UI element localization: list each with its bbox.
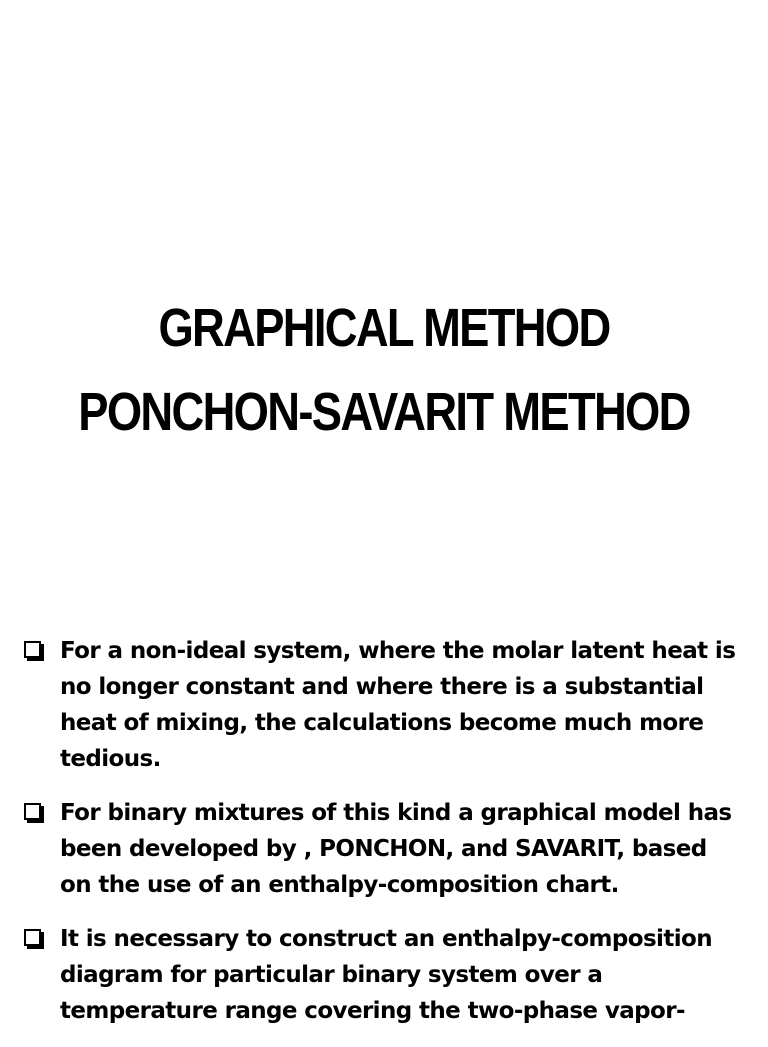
bullet-item bbox=[22, 921, 742, 1029]
bullet-list bbox=[22, 633, 742, 1047]
slide-title bbox=[0, 286, 768, 454]
bullet-item bbox=[22, 795, 742, 903]
bullet-text: It is necessary to construct an enthalpy-composition diagram for particular binary system over a temperature range covering the two-phase vapor- bbox=[60, 926, 712, 1024]
bullet-text: For binary mixtures of this kind a graphical model has been developed by , PONCHON, and SAVARIT, based on the use of an enthalpy-composition chart. bbox=[60, 800, 732, 898]
checkbox-bullet-icon bbox=[24, 641, 41, 658]
bullet-text: For a non-ideal system, where the molar latent heat is no longer constant and where there is a substantial heat of mixing, the calculations become much more tedious. bbox=[60, 638, 736, 772]
title-line-2: PONCHON-SAVARIT METHOD bbox=[78, 382, 690, 442]
title-line-1: GRAPHICAL METHOD bbox=[158, 298, 610, 358]
checkbox-bullet-icon bbox=[24, 803, 41, 820]
bullet-item bbox=[22, 633, 742, 777]
checkbox-bullet-icon bbox=[24, 929, 41, 946]
